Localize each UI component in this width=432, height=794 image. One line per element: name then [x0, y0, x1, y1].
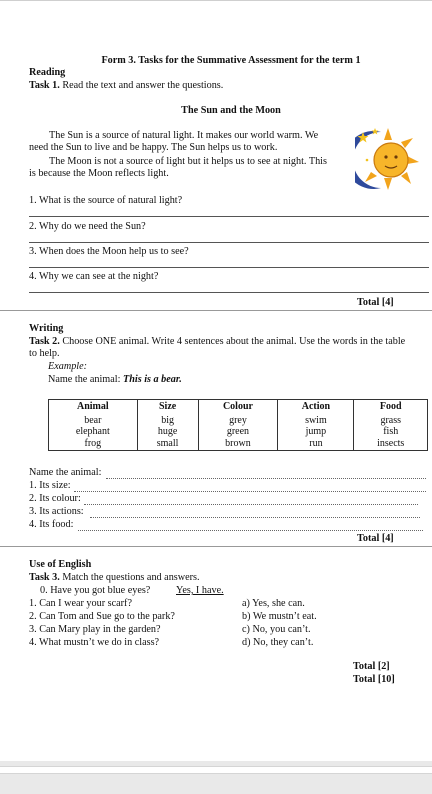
field-name-label: Name the animal: [29, 467, 102, 478]
page-title: Form 3. Tasks for the Summative Assessment for the term 1 [101, 55, 361, 66]
reading-total: Total [4] [357, 297, 394, 308]
example-answer: This is a bear. [122, 374, 182, 385]
field-food-line[interactable] [78, 530, 423, 531]
example-label: Example: [48, 361, 88, 372]
field-name-line[interactable] [106, 478, 426, 479]
story-para2-line1: The Moon is not a source of light but it helps us to see at night. This [49, 156, 327, 167]
match-question-1: 1. Can I wear your scarf? [29, 598, 132, 609]
use-of-english-heading: Use of English [29, 559, 92, 570]
task2-instruction [29, 336, 405, 348]
field-actions-label: 3. Its actions: [29, 506, 84, 517]
writing-heading: Writing [29, 323, 64, 334]
example-question: 0. Have you got blue eyes? [40, 585, 151, 596]
answer-line-4[interactable] [29, 292, 429, 293]
reading-question-1: 1. What is the source of natural light? [29, 195, 183, 206]
reading-question-4: 4. Why we can see at the night? [29, 271, 159, 282]
table-row [49, 414, 428, 451]
match-question-4: 4. What mustn’t we do in class? [29, 637, 160, 648]
sun-and-moon-icon [355, 126, 421, 192]
table-cell: grey green brown [198, 414, 278, 451]
use-of-english-total: Total [2] [353, 661, 390, 672]
task1-text: Read the text and answer the questions. [62, 80, 224, 91]
task3-text: Match the questions and answers. [62, 572, 200, 583]
table-header-row [49, 400, 428, 414]
answer-line-3[interactable] [29, 267, 429, 268]
example-answer-text: Yes, I have. [176, 585, 224, 596]
story-para2-line2: is because the Moon reflects light. [29, 168, 169, 179]
field-food-label: 4. Its food: [29, 519, 74, 530]
table-cell: grass fish insects [354, 414, 428, 451]
table-header: Colour [198, 400, 278, 414]
match-answer-c: c) No, you can’t. [242, 624, 311, 635]
match-question-2: 2. Can Tom and Sue go to the park? [29, 611, 175, 622]
match-answer-b: b) We mustn’t eat. [242, 611, 317, 622]
task2-text-line2: to help. [29, 348, 60, 359]
star-icon [372, 128, 379, 135]
sun-face [374, 143, 408, 177]
task3-instruction [29, 572, 200, 584]
answer-line-2[interactable] [29, 242, 429, 243]
animal-table [48, 399, 428, 451]
table-cell: swim jump run [278, 414, 354, 451]
task1-label: Task 1. [29, 80, 60, 91]
field-actions-line[interactable] [90, 517, 420, 518]
task1-instruction [29, 80, 223, 92]
reading-question-3: 3. When does the Moon help us to see? [29, 246, 189, 257]
table-header: Animal [49, 400, 138, 414]
table-header: Action [278, 400, 354, 414]
table-cell: big huge small [137, 414, 198, 451]
task2-label: Task 2. [29, 336, 60, 347]
field-colour-line[interactable] [84, 504, 418, 505]
match-answer-a: a) Yes, she can. [242, 598, 305, 609]
example-line [48, 374, 182, 386]
field-size-label: 1. Its size: [29, 480, 71, 491]
reading-question-2: 2. Why do we need the Sun? [29, 221, 146, 232]
story-para1-line2: need the Sun to live and be happy. The Sun helps us to work. [29, 142, 278, 153]
task3-label: Task 3. [29, 572, 60, 583]
reading-heading: Reading [29, 67, 66, 78]
story-para1-line1: The Sun is a source of natural light. It makes our world warm. We [49, 130, 319, 141]
next-page-edge [0, 766, 432, 774]
answer-line-1[interactable] [29, 216, 429, 217]
table-header: Food [354, 400, 428, 414]
table-cell: bear elephant frog [49, 414, 138, 451]
field-size-line[interactable] [74, 491, 426, 492]
story-title: The Sun and the Moon [181, 105, 281, 116]
grand-total: Total [10] [353, 674, 395, 685]
table-header: Size [137, 400, 198, 414]
section-divider [0, 310, 432, 311]
task2-text: Choose ONE animal. Write 4 sentences about the animal. Use the words in the table [62, 336, 406, 347]
writing-total: Total [4] [357, 533, 394, 544]
match-question-3: 3. Can Mary play in the garden? [29, 624, 161, 635]
section-divider [0, 546, 432, 547]
field-colour-label: 2. Its colour: [29, 493, 81, 504]
example-prefix: Name the animal: [48, 374, 123, 385]
match-answer-d: d) No, they can’t. [242, 637, 314, 648]
